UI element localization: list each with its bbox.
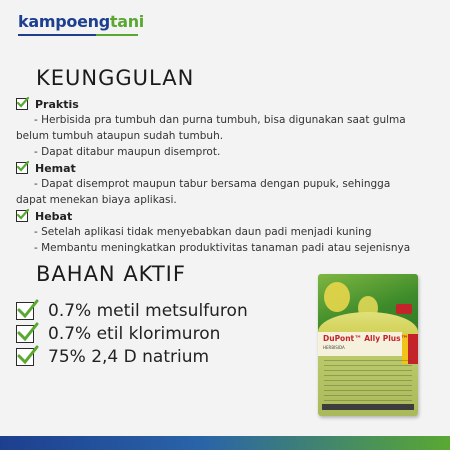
item-line: belum tumbuh ataupun sudah tumbuh. [16,130,224,142]
keunggulan-item [16,96,446,160]
item-line: dapat menekan biaya aplikasi. [16,194,177,206]
checkbox-icon [16,162,28,174]
ingredient-text: 0.7% etil klorimuron [48,323,221,344]
logo [18,12,144,31]
checkbox-icon [16,210,28,222]
dupont-logo-icon [396,304,412,314]
bahan-aktif-list [16,299,248,368]
item-line: - Dapat ditabur maupun disemprot. [34,146,221,158]
ingredient-row [16,299,248,322]
logo-text-part2: oeng [66,12,110,31]
checkbox-icon [16,98,28,110]
item-line: - Dapat disemprot maupun tabur bersama dengan pupuk, sehingga [34,178,391,190]
item-title: Hebat [35,209,73,223]
ingredient-text: 0.7% metil metsulfuron [48,300,248,321]
logo-text-part1: kamp [18,12,67,31]
item-line: - Setelah aplikasi tidak menyebabkan daun padi menjadi kuning [34,226,372,238]
keunggulan-item [16,208,446,256]
logo-text-part3: tani [109,12,144,31]
checkbox-icon [16,348,34,366]
item-title: Praktis [35,97,79,111]
ingredient-row [16,345,248,368]
ingredient-text: 75% 2,4 D natrium [48,346,210,367]
product-brand: DuPont™ Ally Plus™ [323,334,409,343]
logo-underline-accent [96,34,138,36]
item-title: Hemat [35,161,76,175]
item-line: - Membantu meningkatkan produktivitas tanaman padi atau sejenisnya [34,242,411,254]
checkbox-icon [16,302,34,320]
product-package-image [318,274,418,416]
footer-bar [0,436,450,450]
keunggulan-list [16,96,446,256]
item-line: - Herbisida pra tumbuh dan purna tumbuh, bisa digunakan saat gulma [34,114,406,126]
keunggulan-item [16,160,446,208]
bahan-aktif-heading: BAHAN AKTIF [36,262,186,286]
logo-underline [18,34,96,36]
checkbox-icon [16,325,34,343]
keunggulan-heading: KEUNGGULAN [36,66,195,90]
product-subtitle: HERBISIDA [323,345,345,350]
ingredient-row [16,322,248,345]
